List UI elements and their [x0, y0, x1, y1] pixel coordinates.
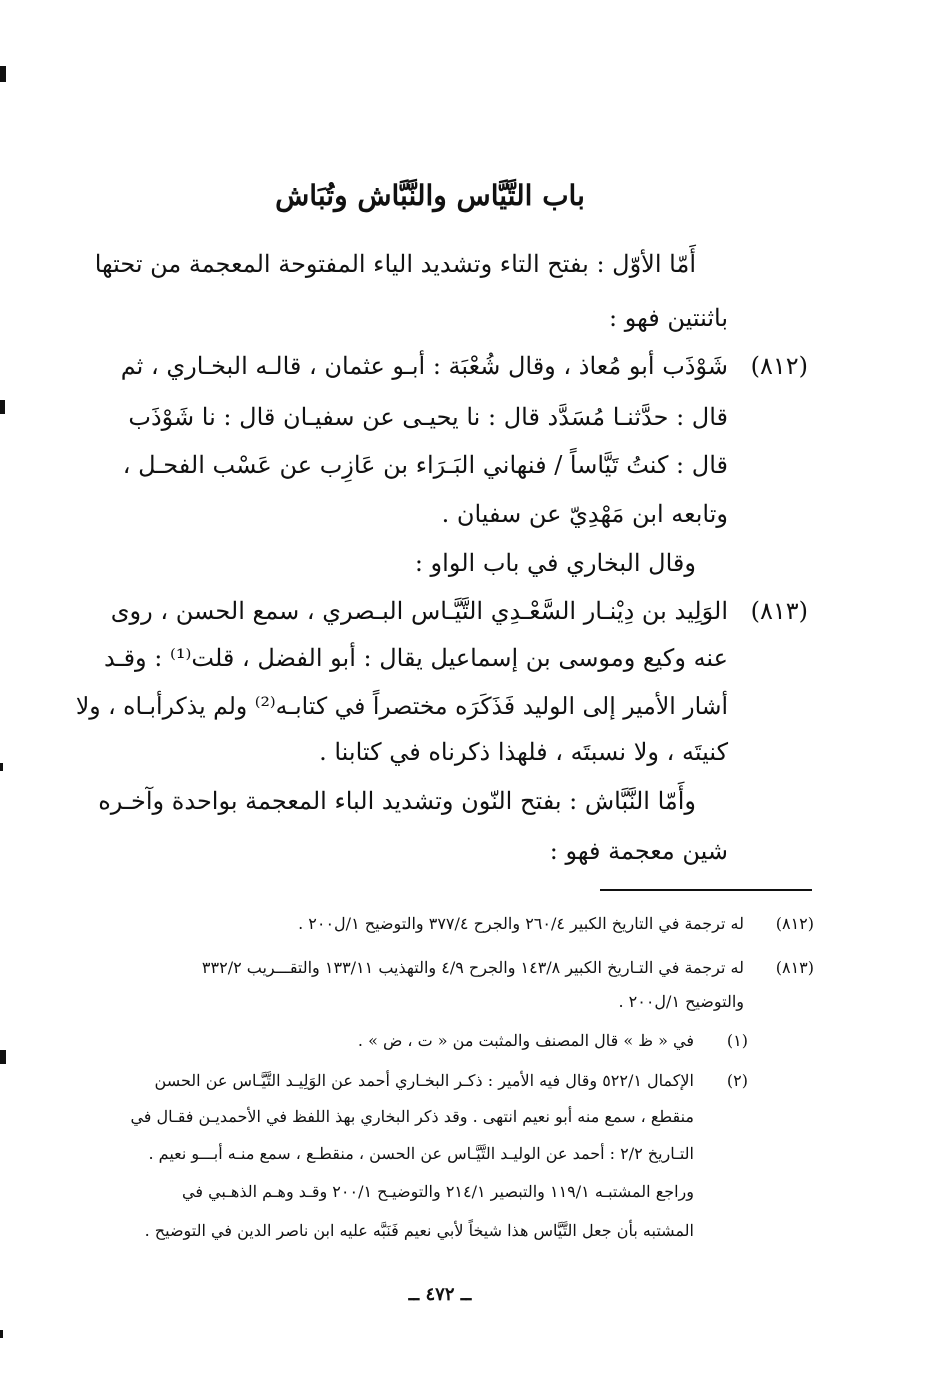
- footnote-2-line-5: المشتبه بأن جعل التَّيَّاس هذا شيخاً لأبي نعيم فَنَبَّه عليه ابن ناصر الدين في التوضيح .: [144, 1221, 694, 1240]
- intro-line-1: أَمّا الأوّل : بفتح التاء وتشديد الياء المفتوحة المعجمة من تحتها: [94, 250, 696, 278]
- entry-813-line-2: عنه وكيع وموسى بن إسماعيل يقال : أبو الفضل ، قلت⁽¹⁾ : وقـد: [103, 644, 728, 672]
- intro-line-2: باثنتين فهو :: [609, 304, 728, 332]
- scan-edge-mark: [0, 763, 3, 771]
- entry-812-number: (٨١٢): [750, 352, 808, 380]
- entry-813-line-3: أشار الأمير إلى الوليد فَذَكَرَه مختصراً في كتابـه⁽²⁾ ولم يذكرأبـاه ، ولا: [75, 692, 728, 720]
- entry-812-line-3: قال : كنتُ تَيَّاساً / فنهاني البَـرَاء بن عَازِب عن عَسْب الفحـل ،: [122, 451, 728, 479]
- entry-813-number: (٨١٣): [750, 597, 808, 625]
- bukhari-waw-line: وقال البخاري في باب الواو :: [414, 549, 696, 577]
- page-title: باب التَّيَّاس والنَّبَّاش وتُبَاش: [275, 179, 585, 212]
- scan-edge-mark: [0, 400, 5, 414]
- scan-edge-mark: [0, 1330, 3, 1338]
- footnote-813-number: (٨١٣): [775, 958, 814, 977]
- second-section-line-2: شين معجمة فهو :: [549, 837, 728, 865]
- footnote-2-line-1: الإكمال ٥٢٢/١ وقال فيه الأمير : ذكـر البخـاري أحمد عن الوَلِيـد التَّيَّـاس عن الحسن: [154, 1071, 694, 1090]
- footnote-2-line-3: التـاريخ ٢/٢ : أحمد عن الوليـد التَّيَّـاس عن الحسن ، منقطـع ، سمع منـه أبـــو نعيم .: [148, 1144, 694, 1163]
- footnote-812-number: (٨١٢): [775, 914, 814, 933]
- entry-813-line-4: كنيتَه ، ولا نسبتَه ، فلهذا ذكرناه في كتابنا .: [319, 738, 728, 766]
- scan-edge-mark: [0, 1050, 6, 1064]
- entry-813-line-1: الوَلِيد بن دِيْنـار السَّعْـدِي التَّيَّـاس البـصري ، سمع الحسن ، روى: [110, 597, 728, 625]
- entry-812-line-4: وتابعه ابن مَهْدِيّ عن سفيان .: [441, 500, 728, 528]
- footnote-divider: [600, 889, 812, 891]
- second-section-line-1: وأَمّا النَّبَّاش : بفتح النّون وتشديد الباء المعجمة بواحدة وآخـره: [98, 787, 696, 815]
- page-number: ــ ٤٧٢ ــ: [408, 1284, 472, 1305]
- footnote-813-line-1: له ترجمة في التـاريخ الكبير ١٤٣/٨ والجرح ٤/٩ والتهذيب ١٣٣/١١ والتقـــريب ٣٣٢/٢: [201, 958, 744, 977]
- entry-812-line-1: شَوْذَب أبو مُعاذ ، وقال شُعْبَة : أبـو عثمان ، قالـه البخـاري ، ثم: [120, 352, 728, 380]
- scan-edge-mark: [0, 66, 6, 82]
- footnote-1-line-1: في « ظ » قال المصنف والمثبت من « ت ، ض » .: [357, 1031, 694, 1050]
- footnote-1-number: (١): [726, 1031, 748, 1050]
- footnote-812-line-1: له ترجمة في التاريخ الكبير ٢٦٠/٤ والجرح ٣٧٧/٤ والتوضيح ١/ل٢٠٠ .: [298, 914, 744, 933]
- footnote-2-line-4: وراجع المشتبـه ١١٩/١ والتبصير ٢١٤/١ والتوضيـح ٢٠٠/١ وقـد وهـم الذهـبي في: [182, 1182, 694, 1201]
- footnote-2-number: (٢): [726, 1071, 748, 1090]
- footnote-813-line-2: والتوضيح ١/ل٢٠٠ .: [618, 992, 744, 1011]
- entry-812-line-2: قال : حدَّثنـا مُسَدَّد قال : نا يحيـى عن سفيـان قال : نا شَوْذَب: [128, 403, 728, 431]
- footnote-2-line-2: منقطع ، سمع منه أبو نعيم انتهى . وقد ذكر البخاري بهذ اللفظ في الأحمديـن فقـال في: [130, 1107, 694, 1126]
